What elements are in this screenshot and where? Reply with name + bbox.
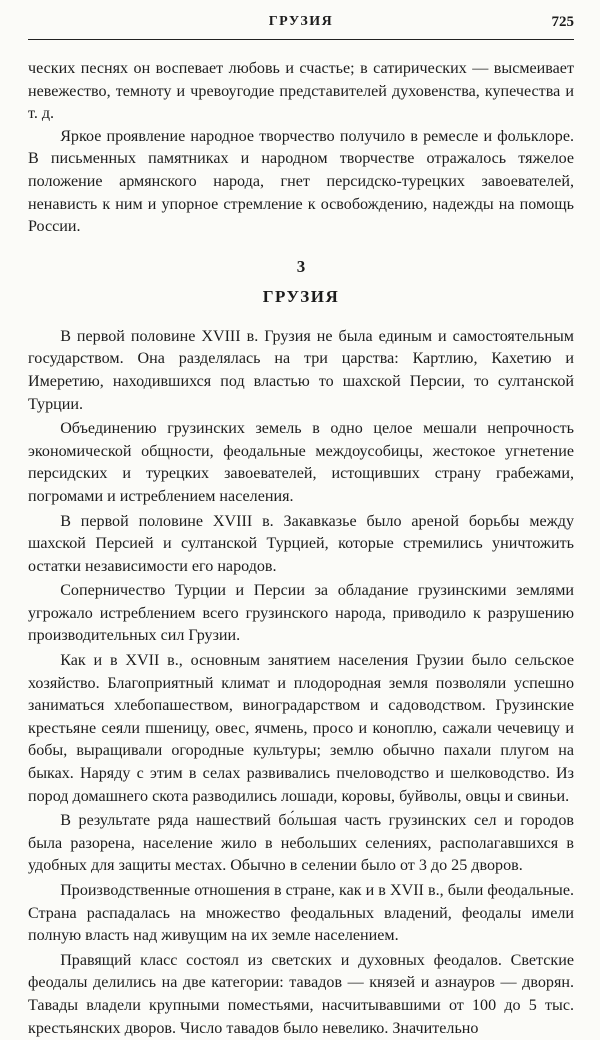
running-title: ГРУЗИЯ <box>268 14 334 29</box>
section-number: 3 <box>296 256 306 276</box>
page-body <box>28 58 574 1040</box>
paragraph: Производственные отношения в стране, как и в XVII в., были феодальные. Страна распадалась на множество феодальных владений, феодалы имели полную власть над живущим на их земле населением. <box>28 882 574 945</box>
paragraph: Правящий класс состоял из светских и духовных феодалов. Светские феодалы делились на две категории: тавадов — князей и азнауров — дворян. Тавады владели крупными поместьями, насчитывавшими от 100 до 5 тыс. крестьянских дворов. Число тавадов было невелико. Значительно <box>28 951 574 1037</box>
paragraph: Как и в XVII в., основным занятием населения Грузии было сельское хозяйство. Благоприятный климат и плодородная земля позволяли успешно заниматься хлебопашеством, виноградарством и садоводством. Грузинские крестьяне сеяли пшеницу, овес, ячмень, просо и коноплю, сажали чечевицу и бобы, выращивали огородные культуры; землю обычно пахали плугом на быках. Наряду с этим в селах развивались пчеловодство и шелководство. Из пород домашнего скота разводились лошади, коровы, буйволы, овцы и свиньи. <box>28 652 574 805</box>
paragraph: Объединению грузинских земель в одно целое мешали непрочность экономической общности, феодальные междоусобицы, жестокое угнетение персидских и турецких завоевателей, истощивших страну грабежами, погромами и истреблением населения. <box>28 420 574 505</box>
paragraph: Яркое проявление народное творчество получило в ремесле и фольклоре. В письменных памятниках и народном творчестве отражалось тяжелое положение армянского народа, гнет персидско-турецких завоевателей, ненависть к ним и упорное стремление к освобождению, надежды на помощь России. <box>28 127 574 236</box>
paragraph: В первой половине XVIII в. Грузия не была единым и самостоятельным государством. Она разделялась на три царства: Картлию, Кахетию и Имеретию, находившихся под властью то шахской Персии, то султанской Турции. <box>28 327 574 413</box>
section-title: ГРУЗИЯ <box>262 286 340 306</box>
paragraph: В результате ряда нашествий бо́льшая часть грузинских сел и городов была разорена, население жило в небольших селениях, располагавшихся в удобных для защиты местах. Обычно в селении было от 3 до 25 дворов. <box>28 812 574 875</box>
header-rule <box>28 39 574 40</box>
page-number: 725 <box>551 14 574 30</box>
paragraph: В первой половине XVIII в. Закавказье было ареной борьбы между шахской Персией и султанской Турцией, которые стремились уничтожить остатки независимости его народов. <box>28 512 574 575</box>
paragraph: ческих песнях он воспевает любовь и счастье; в сатирических — высмеивает невежество, темноту и чревоугодие представителей духовенства, купечества и т. д. <box>28 60 574 123</box>
paragraph: Соперничество Турции и Персии за обладание грузинскими землями угрожало истреблением всего грузинского народа, приводило к разрушению производительных сил Грузии. <box>28 582 574 645</box>
page-header <box>28 14 574 36</box>
book-page <box>28 0 574 1037</box>
